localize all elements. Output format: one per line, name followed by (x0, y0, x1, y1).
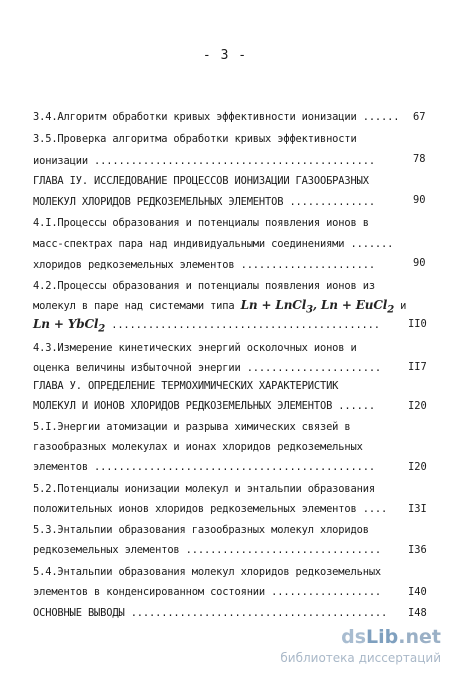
toc-line: 4.2.Процессы образования и потенциалы появления ионов из (33, 280, 375, 292)
toc-chapter-heading: ГЛАВА IУ. ИССЛЕДОВАНИЕ ПРОЦЕССОВ ИОНИЗАЦИИ ГАЗООБРАЗНЫХ (33, 175, 369, 187)
toc-line: 3.4.Алгоритм обработки кривых эффективности ионизации ...... (33, 111, 400, 123)
toc-page-number: 90 (413, 257, 426, 269)
toc-chapter-heading: МОЛЕКУЛ И ИОНОВ ХЛОРИДОВ РЕДКОЗЕМЕЛЬНЫХ ЭЛЕМЕНТОВ ...... (33, 400, 375, 412)
toc-line: ионизации .............................................. (33, 155, 375, 167)
toc-page-number: 67 (413, 111, 426, 123)
toc-line: 5.I.Энергии атомизации и разрыва химических связей в (33, 421, 351, 433)
toc-line: хлоридов редкоземельных элементов ...................... (33, 259, 375, 271)
toc-page-number: 90 (413, 194, 426, 206)
toc-page-number: I3I (408, 503, 427, 515)
toc-chapter-heading: МОЛЕКУЛ ХЛОРИДОВ РЕДКОЗЕМЕЛЬНЫХ ЭЛЕМЕНТОВ .............. (33, 196, 375, 208)
toc-page-number: I48 (408, 607, 427, 619)
toc-page-number: I20 (408, 461, 427, 473)
toc-chapter-heading: ГЛАВА У. ОПРЕДЕЛЕНИЕ ТЕРМОХИМИЧЕСКИХ ХАРАКТЕРИСТИК (33, 380, 339, 392)
toc-page-number: 78 (413, 153, 426, 165)
toc-page-number: II0 (408, 318, 427, 330)
toc-line: 4.3.Измерение кинетических энергий осколочных ионов и (33, 342, 357, 354)
watermark-logo: dsLib.net (341, 626, 441, 648)
toc-page-number: I20 (408, 400, 427, 412)
toc-line: 5.2.Потенциалы ионизации молекул и энтальпии образования (33, 483, 375, 495)
toc-text: молекул в паре над системами типа (33, 300, 235, 312)
toc-text: и (400, 300, 407, 312)
toc-line: элементов в конденсированном состоянии .................. (33, 586, 382, 598)
toc-line: 4.I.Процессы образования и потенциалы появления ионов в (33, 217, 369, 229)
toc-line: оценка величины избыточной энергии ...................... (33, 362, 382, 374)
toc-line: элементов .............................................. (33, 461, 375, 473)
toc-line-formula (33, 318, 380, 335)
toc-line: ОСНОВНЫЕ ВЫВОДЫ .......................................... (33, 607, 388, 619)
watermark-subtitle: библиотека диссертаций (280, 651, 441, 665)
toc-leader: ............................................ (111, 319, 380, 331)
toc-line: масс-спектрах пара над индивидуальными соединениями ....... (33, 238, 394, 250)
toc-line: 5.4.Энтальпии образования молекул хлоридов редкоземельных (33, 566, 382, 578)
toc-line: положительных ионов хлоридов редкоземельных элементов .... (33, 503, 388, 515)
toc-page-number: II7 (408, 361, 427, 373)
toc-line: газообразных молекулах и ионах хлоридов редкоземельных (33, 441, 363, 453)
toc-page-number: I40 (408, 586, 427, 598)
toc-line: 5.3.Энтальпии образования газообразных молекул хлоридов (33, 524, 369, 536)
page-number: - 3 - (202, 48, 248, 63)
toc-line: 3.5.Проверка алгоритма обработки кривых эффективности (33, 133, 357, 145)
toc-line-formula (33, 299, 406, 316)
toc-line: редкоземельных элементов ................................ (33, 544, 382, 556)
handwritten-formula: Ln + LnCl$_3$, Ln + EuCl$_2$ (240, 298, 394, 316)
handwritten-formula: Ln + YbCl$_2$ (33, 317, 106, 335)
toc-page-number: I36 (408, 544, 427, 556)
